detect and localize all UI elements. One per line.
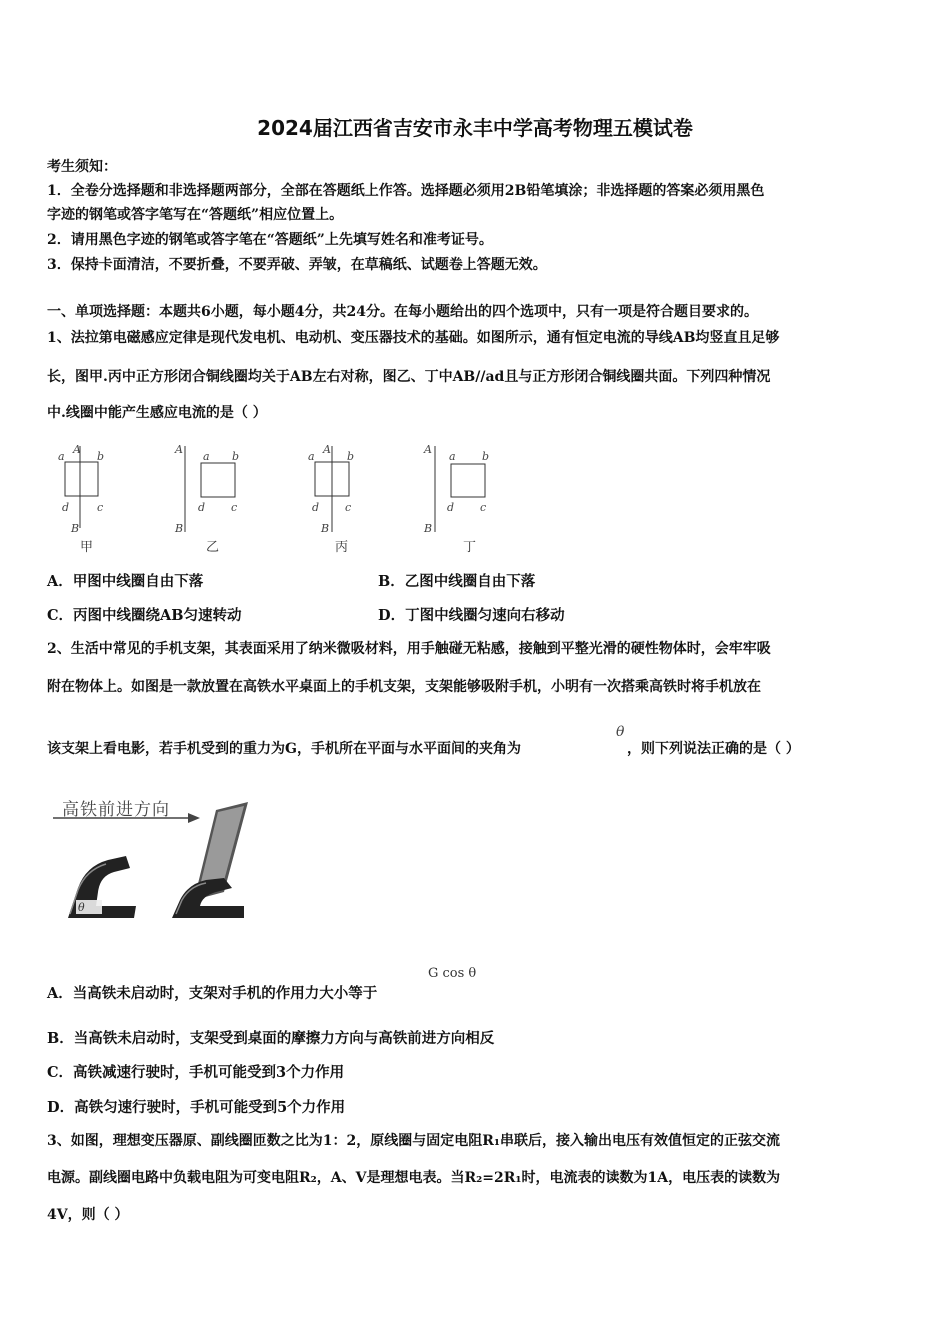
fig-jia <box>58 443 104 535</box>
q3-line-2: 电源。副线圈电路中负载电阻为可变电阻R₂，A、V是理想电表。当R₂=2R₁时，电流表的读数为1A，电压表的读数为 <box>47 1170 781 1186</box>
notice-item-2: 2．请用黑色字迹的钢笔或答字笔在“答题纸”上先填写姓名和准考证号。 <box>47 232 493 248</box>
q1-figure <box>55 440 515 555</box>
fig-label-bing: 丙 <box>335 540 349 555</box>
fig-ding <box>423 443 489 535</box>
fig-bing-a: a <box>308 450 315 463</box>
stand-angle-theta: θ <box>78 901 85 914</box>
fig-yi-c: c <box>231 501 238 514</box>
fig-label-yi: 乙 <box>206 540 220 555</box>
stand-right <box>172 802 248 918</box>
section-heading: 一、单项选择题：本题共6小题，每小题4分，共24分。在每小题给出的四个选项中，只有一项是符合题目要求的。 <box>47 304 758 320</box>
fig-jia-A: A <box>73 443 81 456</box>
stand-left <box>68 856 136 918</box>
q2-figure-caption: 高铁前进方向 <box>62 800 170 820</box>
q2-option-a-formula: G cos θ <box>428 966 477 981</box>
q2-option-d: D．高铁匀速行驶时，手机可能受到5个力作用 <box>47 1099 346 1116</box>
notice-item-1: 1．全卷分选择题和非选择题两部分，全部在答题纸上作答。选择题必须用2B铅笔填涂；非选择题的答案必须用黑色 <box>47 183 765 199</box>
q3-line-1: 3、如图，理想变压器原、副线圈匝数之比为1：2，原线圈与固定电阻R₁串联后，接入输出电压有效值恒定的正弦交流 <box>47 1133 780 1149</box>
fig-jia-B: B <box>71 522 80 535</box>
q2-figure <box>48 788 263 928</box>
fig-bing-A: A <box>323 443 331 456</box>
fig-yi-A: A <box>175 443 183 456</box>
fig-ding-A: A <box>424 443 432 456</box>
q1-line-3: 中.线圈中能产生感应电流的是（ ） <box>47 405 267 421</box>
q2-option-a: A．当高铁未启动时，支架对手机的作用力大小等于 <box>47 985 378 1002</box>
fig-ding-d: d <box>447 501 455 514</box>
fig-ding-B: B <box>424 522 433 535</box>
fig-yi-b: b <box>232 450 240 463</box>
q1-option-a: A．甲图中线圈自由下落 <box>47 573 204 590</box>
q2-line-2: 附在物体上。如图是一款放置在高铁水平桌面上的手机支架，支架能够吸附手机，小明有一次搭乘高铁时将手机放在 <box>47 679 761 695</box>
fig-jia-b: b <box>97 450 105 463</box>
fig-yi <box>174 443 239 535</box>
notice-item-3: 3．保持卡面清洁，不要折叠，不要弄破、弄皱，在草稿纸、试题卷上答题无效。 <box>47 257 547 273</box>
q2-option-c: C．高铁减速行驶时，手机可能受到3个力作用 <box>47 1064 345 1081</box>
fig-ding-b: b <box>482 450 490 463</box>
q2-line-1: 2、生活中常见的手机支架，其表面采用了纳米微吸材料，用手触碰无粘感，接触到平整光滑的硬性物体时，会牢牢吸 <box>47 641 771 657</box>
fig-jia-d: d <box>62 501 70 514</box>
q2-option-b: B．当高铁未启动时，支架受到桌面的摩擦力方向与高铁前进方向相反 <box>47 1030 495 1047</box>
fig-bing <box>308 443 354 535</box>
q1-line-1: 1、法拉第电磁感应定律是现代发电机、电动机、变压器技术的基础。如图所示，通有恒定电流的导线AB均竖直且足够 <box>47 330 780 346</box>
q2-line-3: 该支架上看电影，若手机受到的重力为G，手机所在平面与水平面间的夹角为 <box>47 741 521 757</box>
fig-jia-a: a <box>58 450 65 463</box>
fig-jia-c: c <box>97 501 104 514</box>
q1-option-d: D．丁图中线圈匀速向右移动 <box>378 607 565 624</box>
fig-bing-c: c <box>345 501 352 514</box>
fig-label-ding: 丁 <box>463 540 477 555</box>
notice-heading: 考生须知： <box>47 159 117 175</box>
notice-item-1b: 字迹的钢笔或答字笔写在“答题纸”相应位置上。 <box>47 207 344 223</box>
fig-bing-d: d <box>312 501 320 514</box>
q2-line-3b: ，则下列说法正确的是（ ） <box>627 741 800 757</box>
q3-line-3: 4V，则（ ） <box>47 1207 129 1223</box>
q1-option-b: B．乙图中线圈自由下落 <box>378 573 536 590</box>
fig-ding-c: c <box>480 501 487 514</box>
fig-yi-B: B <box>175 522 184 535</box>
fig-bing-b: b <box>347 450 355 463</box>
fig-bing-B: B <box>321 522 330 535</box>
fig-yi-d: d <box>198 501 206 514</box>
fig-ding-a: a <box>449 450 456 463</box>
page-title: 2024届江西省吉安市永丰中学高考物理五模试卷 <box>257 116 693 140</box>
q1-option-c: C．丙图中线圈绕AB匀速转动 <box>47 607 242 624</box>
fig-yi-a: a <box>203 450 210 463</box>
q2-theta: θ <box>616 724 625 740</box>
fig-label-jia: 甲 <box>80 540 94 555</box>
q1-line-2: 长，图甲.丙中正方形闭合铜线圈均关于AB左右对称，图乙、丁中AB//ad且与正方形闭合铜线圈共面。下列四种情况 <box>47 369 771 385</box>
